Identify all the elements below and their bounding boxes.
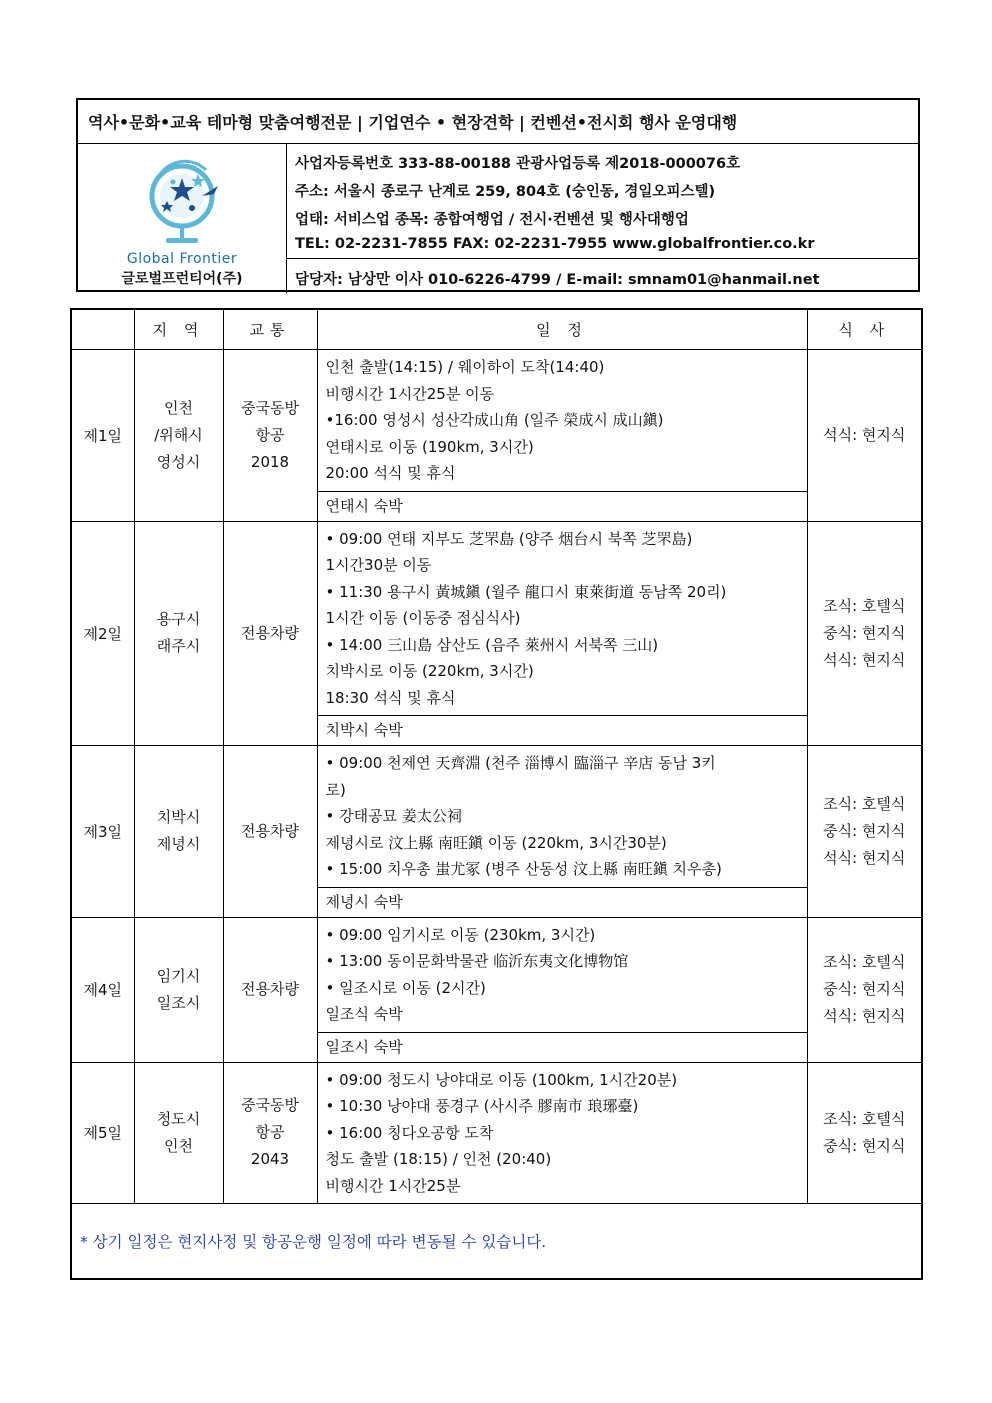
schedule-line: 비행시간 1시간25분	[325, 1176, 461, 1195]
meal-line: 석식: 현지식	[823, 425, 906, 444]
region-line: 일조시	[156, 993, 201, 1012]
meal-line: 석식: 현지식	[823, 848, 906, 867]
schedule-line: 인천 출발(14:15) / 웨이하이 도착(14:40)	[325, 358, 605, 376]
transport-line: 2043	[250, 1150, 290, 1169]
region-cell	[134, 746, 223, 918]
region-cell	[134, 1062, 223, 1204]
stay-cell: 연태시 숙박	[317, 491, 807, 521]
meals-cell	[807, 917, 922, 1062]
schedule-cell	[317, 917, 807, 1032]
schedule-line: • 일조시로 이동 (2시간)	[325, 978, 486, 997]
schedule-line: • 14:00 三山島 삼산도 (음주 萊州시 서북쪽 三山)	[325, 635, 659, 654]
region-line: /위해시	[154, 425, 203, 444]
transport-cell	[223, 1062, 317, 1204]
schedule-line: 청도 출발 (18:15) / 인천 (20:40)	[325, 1150, 552, 1168]
meal-line: 중식: 현지식	[823, 1136, 906, 1155]
meal-line: 석식: 현지식	[823, 1007, 906, 1025]
meals-cell	[807, 350, 922, 522]
schedule-line: • 15:00 치우총 蚩尤冢 (병주 산동성 汶上縣 南旺鎭 치우총)	[325, 860, 722, 878]
logo-name-ko: 글로벌프런티어(주)	[121, 271, 243, 287]
region-line: 청도시	[156, 1109, 201, 1128]
meals-cell	[807, 1062, 922, 1204]
note-row	[71, 1204, 922, 1280]
schedule-line: • 10:30 낭야대 풍경구 (사시주 膠南市 琅琊臺)	[325, 1097, 639, 1115]
itinerary-table	[70, 308, 923, 1280]
schedule-line: 20:00 석식 및 휴식	[325, 464, 456, 482]
day-row	[71, 917, 922, 1032]
business-line: 업태: 서비스업 종목: 종합여행업 / 전시·컨벤션 및 행사대행업	[295, 212, 689, 228]
region-line: 래주시	[156, 637, 201, 656]
day-label: 제5일	[71, 1062, 134, 1204]
region-line: 용구시	[156, 610, 201, 629]
transport-line: 2018	[250, 452, 290, 471]
tagline: 역사•문화•교육 테마형 맞춤여행전문 | 기업연수 • 현장견학 | 컨벤션•전시회 행사 운영대행	[78, 100, 918, 144]
globe-stars-icon	[140, 156, 224, 250]
company-info	[287, 144, 918, 293]
meal-line: 조식: 호텔식	[823, 1109, 906, 1128]
header-schedule: 일 정	[317, 309, 807, 350]
region-line: 임기시	[156, 966, 201, 985]
region-line: 인천	[164, 398, 193, 417]
company-logo	[78, 144, 287, 293]
phone-fax-line: TEL: 02-2231-7855 FAX: 02-2231-7955 www.globalfrontier.co.kr	[295, 236, 815, 252]
schedule-line: •16:00 영성시 성산각成山角 (일주 榮成시 成山鎭)	[325, 411, 664, 429]
header-day	[71, 309, 134, 350]
company-header	[76, 98, 920, 292]
day-row	[71, 1062, 922, 1204]
schedule-cell	[317, 1062, 807, 1204]
meals-cell	[807, 521, 922, 746]
transport-line: 중국동방	[241, 398, 299, 417]
region-line: 인천	[164, 1136, 193, 1155]
schedule-line: • 09:00 임기시로 이동 (230km, 3시간)	[325, 925, 596, 944]
meal-line: 중식: 현지식	[823, 821, 906, 840]
schedule-cell	[317, 350, 807, 492]
meal-line: 조식: 호텔식	[823, 953, 906, 971]
transport-cell	[223, 521, 317, 746]
meals-cell	[807, 746, 922, 918]
transport-cell	[223, 350, 317, 522]
region-cell	[134, 350, 223, 522]
transport-line: 전용차량	[241, 623, 299, 642]
header-region: 지 역	[134, 309, 223, 350]
stay-cell: 치박시 숙박	[317, 716, 807, 746]
day-label: 제3일	[71, 746, 134, 918]
schedule-line: 1시간 이동 (이동중 점심식사)	[325, 609, 521, 627]
transport-cell	[223, 746, 317, 918]
stay-cell: 제녕시 숙박	[317, 887, 807, 917]
region-line: 치박시	[156, 808, 201, 827]
day-label: 제4일	[71, 917, 134, 1062]
header-meals: 식 사	[807, 309, 922, 350]
schedule-line: • 11:30 용구시 黃城鎭 (월주 龍口시 東萊街道 동남쪽 20리)	[325, 582, 727, 601]
meal-line: 조식: 호텔식	[823, 596, 906, 615]
transport-line: 중국동방	[241, 1096, 299, 1115]
region-cell	[134, 521, 223, 746]
day-row	[71, 746, 922, 888]
schedule-line: • 13:00 동이문화박물관 临沂东夷文化博物馆	[325, 952, 629, 970]
schedule-line: 비행시간 1시간25분 이동	[325, 384, 495, 403]
schedule-line: • 09:00 청도시 낭야대로 이동 (100km, 1시간20분)	[325, 1070, 678, 1089]
meal-line: 석식: 현지식	[823, 650, 906, 669]
region-line: 영성시	[156, 452, 201, 471]
contact-line: 담당자: 남상만 이사 010-6226-4799 / E-mail: smnam01@hanmail.net	[295, 272, 820, 288]
day-row	[71, 521, 922, 716]
transport-line: 전용차량	[241, 821, 299, 840]
transport-line: 전용차량	[241, 980, 299, 998]
schedule-line: 1시간30분 이동	[325, 556, 432, 574]
day-label: 제2일	[71, 521, 134, 746]
schedule-line: 로)	[325, 780, 346, 799]
info-divider	[287, 258, 918, 259]
region-cell	[134, 917, 223, 1062]
address-line: 주소: 서울시 종로구 난계로 259, 804호 (숭인동, 경일오피스텔)	[295, 184, 716, 200]
schedule-line: • 강태공묘 姜太公祠	[325, 807, 462, 825]
region-line: 제녕시	[156, 835, 201, 854]
schedule-line: • 09:00 천제연 天齊淵 (천주 淄博시 臨淄구 辛店 동남 3키	[325, 754, 716, 772]
schedule-line: • 09:00 연태 지부도 芝罘島 (양주 烟台시 북쪽 芝罘島)	[325, 529, 693, 548]
transport-cell	[223, 917, 317, 1062]
schedule-line: 연태시로 이동 (190km, 3시간)	[325, 437, 534, 456]
meal-line: 중식: 현지식	[823, 623, 906, 642]
schedule-cell	[317, 521, 807, 716]
meal-line: 중식: 현지식	[823, 980, 906, 998]
table-header-row	[71, 309, 922, 350]
schedule-line: 18:30 석식 및 휴식	[325, 688, 456, 707]
stay-cell: 일조시 숙박	[317, 1032, 807, 1062]
meal-line: 조식: 호텔식	[823, 794, 906, 813]
transport-line: 항공	[255, 1123, 285, 1142]
schedule-line: 일조식 숙박	[325, 1005, 403, 1023]
day-label: 제1일	[71, 350, 134, 522]
schedule-line: 제녕시로 汶上縣 南旺鎭 이동 (220km, 3시간30분)	[325, 833, 667, 852]
schedule-line: • 16:00 칭다오공항 도착	[325, 1123, 494, 1142]
schedule-cell	[317, 746, 807, 888]
transport-line: 항공	[255, 425, 285, 444]
registration-line: 사업자등록번호 333-88-00188 관광사업등록 제2018-000076호	[295, 156, 741, 172]
schedule-line: 치박시로 이동 (220km, 3시간)	[325, 662, 534, 680]
schedule-note: * 상기 일정은 현지사정 및 항공운행 일정에 따라 변동될 수 있습니다.	[71, 1204, 922, 1280]
logo-name-en: Global Frontier	[126, 251, 238, 267]
header-transport: 교통	[223, 309, 317, 350]
day-row	[71, 350, 922, 492]
